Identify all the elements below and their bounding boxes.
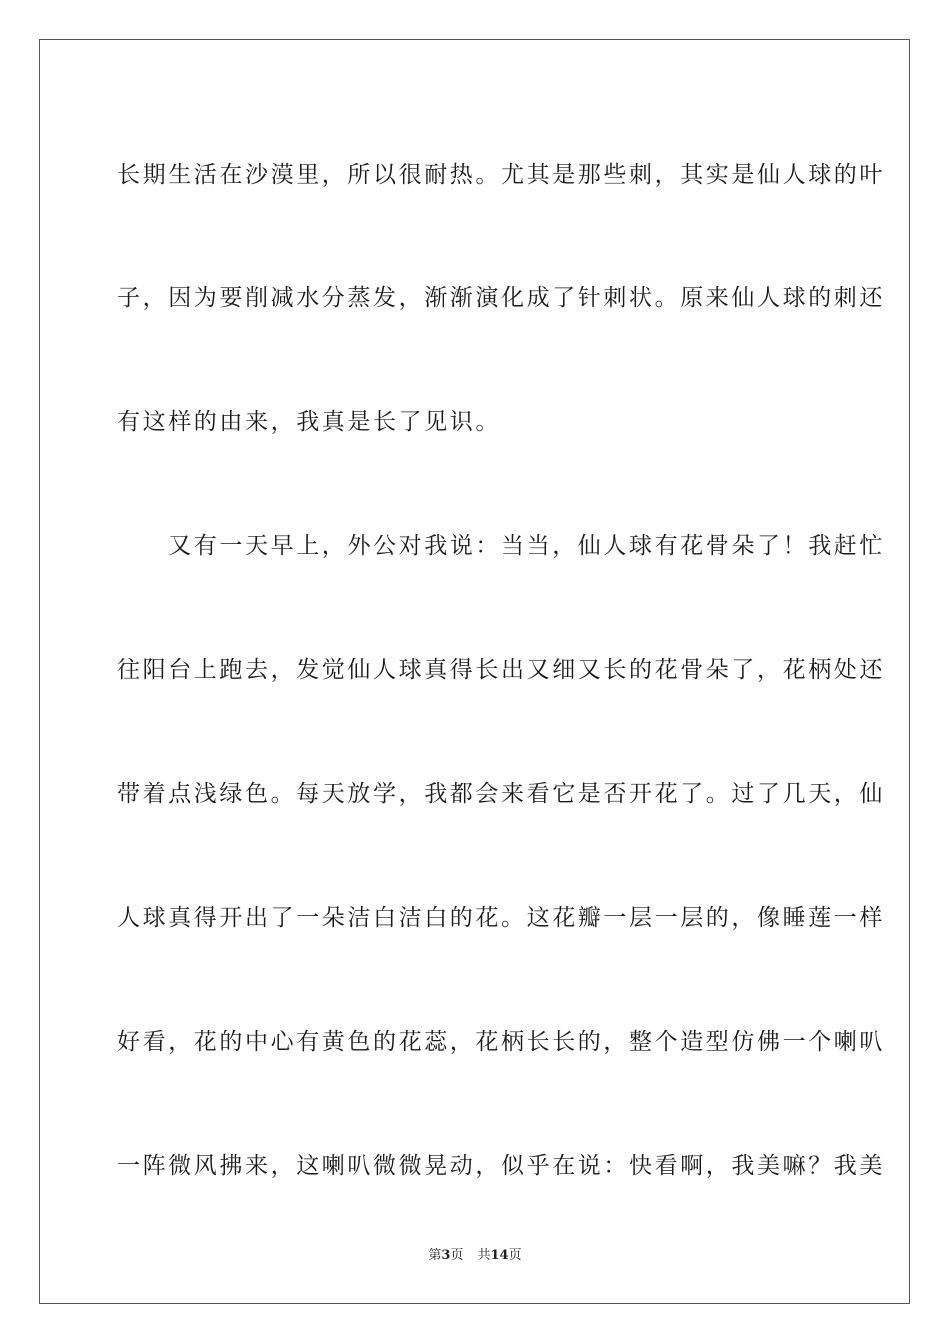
footer-total-pages: 14 <box>490 1248 509 1263</box>
text-line: 好看，花的中心有黄色的花蕊，花柄长长的，整个造型仿佛一个喇叭 <box>117 1029 885 1055</box>
text-line: 人球真得开出了一朵洁白洁白的花。这花瓣一层一层的，像睡莲一样 <box>117 905 885 931</box>
footer-page-number: 3 <box>441 1248 451 1263</box>
text-line: 带着点浅绿色。每天放学，我都会来看它是否开花了。过了几天，仙 <box>117 781 885 807</box>
text-line: 有这样的由来，我真是长了见识。 <box>117 409 501 435</box>
footer-page-prefix: 第 <box>428 1248 442 1263</box>
page-footer <box>0 1247 950 1265</box>
footer-total-prefix: 共 <box>477 1248 491 1263</box>
text-line: 一阵微风拂来，这喇叭微微晃动，似乎在说：快看啊，我美嘛？我美 <box>117 1153 885 1179</box>
paragraph-start-line: 又有一天早上，外公对我说：当当，仙人球有花骨朵了！我赶忙 <box>117 533 885 559</box>
footer-total-suffix: 页 <box>508 1248 522 1263</box>
text-line: 往阳台上跑去，发觉仙人球真得长出又细又长的花骨朵了，花柄处还 <box>117 657 885 683</box>
footer-page-suffix: 页 <box>450 1248 464 1263</box>
text-line: 子，因为要削减水分蒸发，渐渐演化成了针刺状。原来仙人球的刺还 <box>117 285 885 311</box>
text-line: 长期生活在沙漠里，所以很耐热。尤其是那些刺，其实是仙人球的叶 <box>117 162 885 188</box>
